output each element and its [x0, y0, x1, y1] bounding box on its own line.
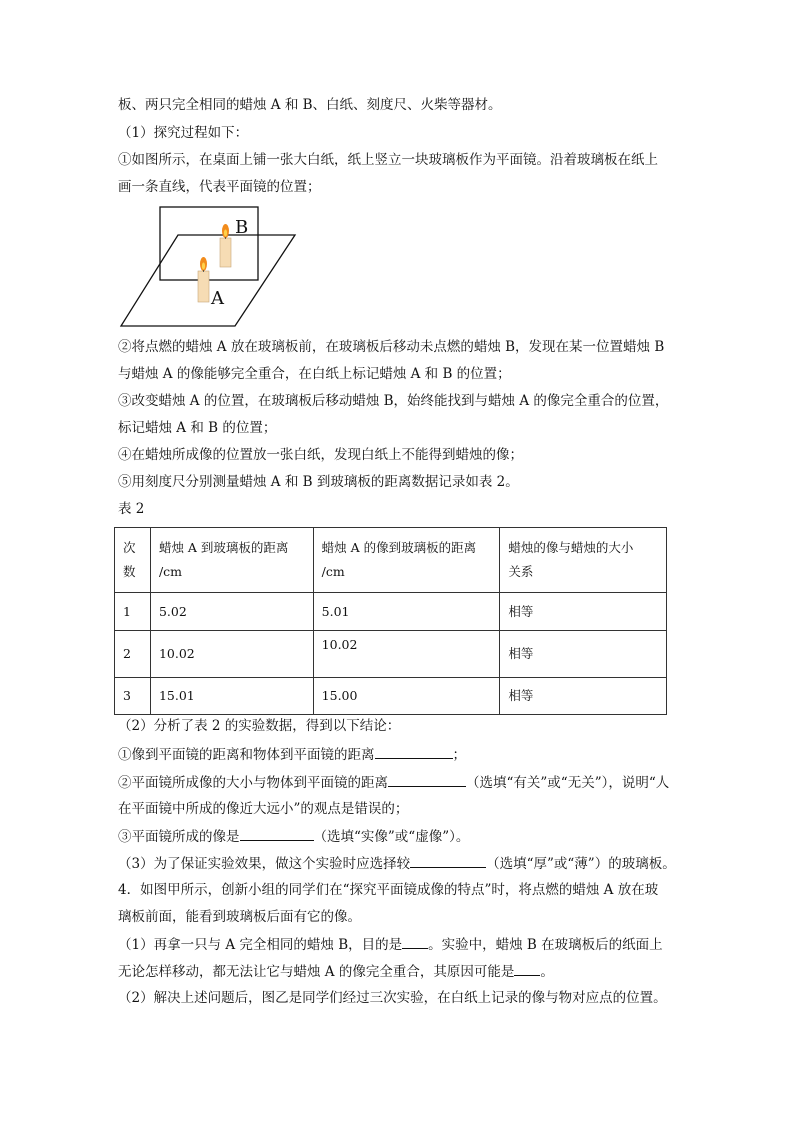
table-caption: 表 2 — [118, 501, 145, 517]
text-line: ⑤用刻度尺分别测量蜡烛 A 和 B 到玻璃板的距离数据记录如表 2。 — [118, 474, 519, 490]
table-cell: 相等 — [500, 631, 667, 678]
header-text: 蜡烛 A 的像到玻璃板的距离 — [321, 540, 477, 555]
text-segment: ； — [452, 747, 466, 763]
table-row — [115, 631, 667, 678]
text-segment: 。实验中，蜡烛 B 在玻璃板后的纸面上 — [428, 937, 663, 953]
table-cell: 15.01 — [150, 678, 313, 715]
text-segment: 无论怎样移动，都无法让它与蜡烛 A 的像完全重合，其原因可能是 — [118, 964, 515, 980]
answer-blank[interactable] — [388, 772, 466, 787]
answer-blank[interactable] — [514, 961, 540, 976]
header-text: 次 — [123, 540, 136, 555]
table-cell: 相等 — [500, 593, 667, 631]
header-text: 蜡烛的像与蜡烛的大小 — [508, 540, 634, 555]
text-line — [118, 961, 554, 982]
text-line: 画一条直线，代表平面镜的位置； — [118, 179, 321, 195]
table-row — [115, 593, 667, 631]
text-line: 板、两只完全相同的蜡烛 A 和 B、白纸、刻度尺、火柴等器材。 — [118, 97, 502, 113]
text-line — [118, 772, 669, 793]
answer-blank[interactable] — [375, 744, 453, 759]
text-line — [118, 744, 466, 765]
text-line: （1）探究过程如下： — [118, 125, 249, 141]
text-segment: 。 — [540, 964, 554, 980]
text-line: （2）分析了表 2 的实验数据，得到以下结论： — [118, 718, 401, 734]
candle-b-shape — [220, 238, 231, 267]
candle-mirror-diagram — [118, 204, 308, 332]
text-segment: ②平面镜所成像的大小与物体到平面镜的距离 — [118, 775, 388, 791]
text-line: 4．如图甲所示，创新小组的同学们在“探究平面镜成像的特点”时，将点燃的蜡烛 A 放在玻 — [118, 882, 659, 898]
text-line: ③改变蜡烛 A 的位置，在玻璃板后移动蜡烛 B，始终能找到与蜡烛 A 的像完全重合的位置， — [118, 393, 669, 409]
text-segment: （选填“实像”或“虚像”）。 — [313, 829, 470, 845]
header-text: /cm — [321, 564, 345, 579]
table-cell: 相等 — [500, 678, 667, 715]
data-table — [114, 527, 667, 715]
text-line: 璃板前面，能看到玻璃板后面有它的像。 — [118, 909, 361, 925]
table-cell: 1 — [115, 593, 151, 631]
table-cell: 5.02 — [150, 593, 313, 631]
answer-blank[interactable] — [240, 826, 314, 841]
answer-blank[interactable] — [402, 934, 428, 949]
text-line: 与蜡烛 A 的像能够完全重合，在白纸上标记蜡烛 A 和 B 的位置； — [118, 366, 511, 382]
table-header-row — [115, 528, 667, 593]
header-cell — [313, 528, 500, 593]
text-line — [118, 853, 676, 874]
candle-a-shape — [198, 271, 209, 302]
text-segment: （1）再拿一只与 A 完全相同的蜡烛 B，目的是 — [118, 937, 403, 953]
text-segment: （3）为了保证实验效果，做这个实验时应选择较 — [118, 856, 411, 872]
table-cell: 3 — [115, 678, 151, 715]
header-text: 数 — [123, 564, 136, 579]
table-cell: 10.02 — [150, 631, 313, 678]
header-text: 蜡烛 A 到玻璃板的距离 — [158, 540, 289, 555]
header-cell — [500, 528, 667, 593]
text-line: 标记蜡烛 A 和 B 的位置； — [118, 420, 277, 436]
text-line — [118, 934, 663, 955]
table-cell: 5.01 — [313, 593, 500, 631]
text-line: ①如图所示，在桌面上铺一张大白纸，纸上竖立一块玻璃板作为平面镜。沿着玻璃板在纸上 — [118, 152, 658, 168]
candle-mirror-figure — [118, 204, 308, 332]
header-text: /cm — [158, 564, 183, 579]
table-cell: 2 — [115, 631, 151, 678]
text-line: ②将点燃的蜡烛 A 放在玻璃板前，在玻璃板后移动未点燃的蜡烛 B，发现在某一位置蜡烛 B — [118, 339, 665, 355]
header-cell — [150, 528, 313, 593]
text-segment: （选填“厚”或“薄”）的玻璃板。 — [486, 856, 676, 872]
text-line: ④在蜡烛所成像的位置放一张白纸，发现白纸上不能得到蜡烛的像； — [118, 447, 523, 463]
table-row — [115, 678, 667, 715]
text-line: 在平面镜中所成的像近大远小”的观点是错误的； — [118, 801, 409, 817]
text-line: （2）解决上述问题后，图乙是同学们经过三次实验，在白纸上记录的像与物对应点的位置。 — [118, 990, 667, 1006]
label-a: A — [211, 288, 224, 309]
text-segment: ①像到平面镜的距离和物体到平面镜的距离 — [118, 747, 375, 763]
text-segment: （选填“有关”或“无关”），说明“人 — [466, 775, 670, 791]
label-b: B — [235, 217, 249, 238]
text-line — [118, 826, 469, 847]
text-segment: ③平面镜所成的像是 — [118, 829, 240, 845]
table-cell: 10.02 — [313, 631, 500, 678]
header-cell — [115, 528, 151, 593]
header-text: 关系 — [508, 564, 534, 579]
table-cell: 15.00 — [313, 678, 500, 715]
answer-blank[interactable] — [410, 853, 486, 868]
